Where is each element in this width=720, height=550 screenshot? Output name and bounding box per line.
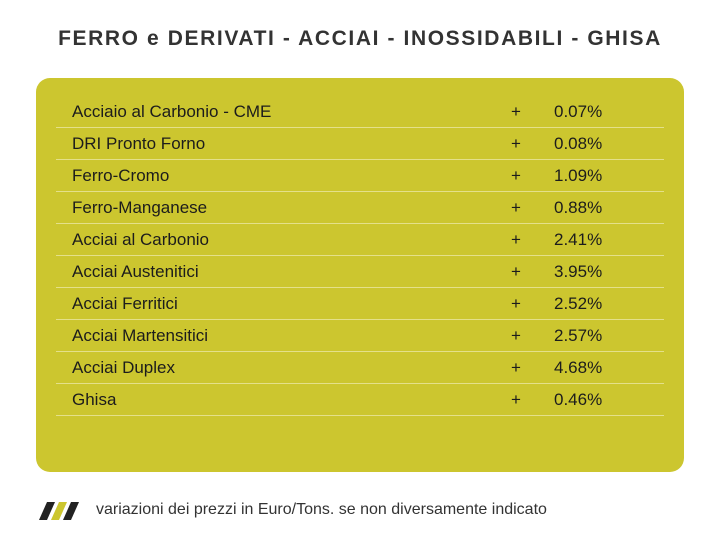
row-label: Ghisa (72, 389, 117, 409)
row-value: 1.09% (554, 165, 603, 185)
table-row (56, 96, 664, 128)
table-row (56, 384, 664, 416)
row-sign: + (511, 357, 521, 377)
row-label: Acciai Duplex (72, 357, 175, 377)
footer (0, 485, 720, 535)
row-label: Acciai Ferritici (72, 293, 178, 313)
row-value: 2.57% (554, 325, 603, 345)
row-sign: + (511, 197, 521, 217)
row-sign: + (511, 101, 521, 121)
page-title: FERRO e DERIVATI - ACCIAI - INOSSIDABILI - GHISA (58, 27, 662, 50)
footer-note: variazioni dei prezzi in Euro/Tons. se non diversamente indicato (96, 501, 547, 518)
row-value: 0.46% (554, 389, 603, 409)
table-row (56, 160, 664, 192)
table-row (56, 224, 664, 256)
table-row (56, 352, 664, 384)
row-sign: + (511, 133, 521, 153)
price-table-panel (36, 78, 684, 472)
row-value: 3.95% (554, 261, 603, 281)
triple-slash-logo-icon (30, 496, 84, 524)
row-value: 2.41% (554, 229, 603, 249)
row-sign: + (511, 325, 521, 345)
row-value: 0.08% (554, 133, 603, 153)
row-label: Ferro-Manganese (72, 197, 208, 217)
table-row (56, 320, 664, 352)
row-label: DRI Pronto Forno (72, 133, 206, 153)
row-value: 2.52% (554, 293, 603, 313)
price-table (56, 96, 664, 416)
table-row (56, 128, 664, 160)
row-sign: + (511, 165, 521, 185)
row-label: Acciai al Carbonio (72, 229, 210, 249)
table-row (56, 256, 664, 288)
table-row (56, 288, 664, 320)
row-label: Acciaio al Carbonio - CME (72, 101, 272, 121)
table-row (56, 192, 664, 224)
row-value: 4.68% (554, 357, 603, 377)
row-label: Acciai Austenitici (72, 261, 199, 281)
row-sign: + (511, 261, 521, 281)
row-label: Acciai Martensitici (72, 325, 209, 345)
row-label: Ferro-Cromo (72, 165, 170, 185)
row-value: 0.07% (554, 101, 603, 121)
row-sign: + (511, 229, 521, 249)
row-sign: + (511, 389, 521, 409)
row-value: 0.88% (554, 197, 603, 217)
row-sign: + (511, 293, 521, 313)
